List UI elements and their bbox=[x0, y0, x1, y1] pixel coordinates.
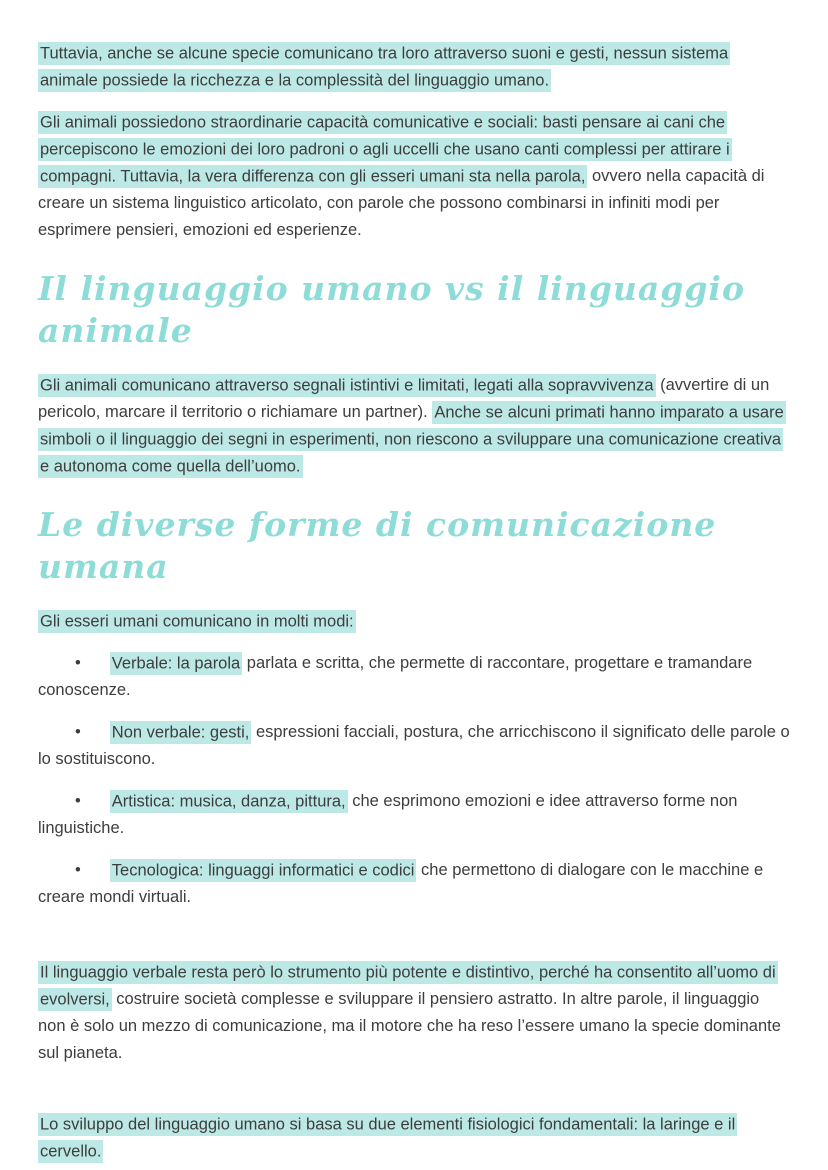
highlighted-text: Lo sviluppo del linguaggio umano si basa su due elementi fisiologici fondamentali: la laringe e il cervello. bbox=[38, 1113, 737, 1163]
body-text: parlata e scritta, che permette di raccontare, progettare e tramandare conoscenze. bbox=[38, 654, 753, 699]
paragraph-verbal-language-power bbox=[38, 959, 790, 1067]
bullet-item-verbale bbox=[38, 650, 790, 704]
highlighted-text: Anche se alcuni primati hanno imparato a usare simboli o il linguaggio dei segni in esperimenti, non riescono a sviluppare una comunicazione creativa e autonoma come quella dell’uomo. bbox=[38, 401, 786, 478]
highlighted-text: Non verbale: gesti, bbox=[110, 721, 252, 744]
highlighted-text: Tuttavia, anche se alcune specie comunicano tra loro attraverso suoni e gesti, nessun sistema animale possiede la ricchezza e la complessità del linguaggio umano. bbox=[38, 42, 730, 92]
bullet-item-non-verbale bbox=[38, 719, 790, 773]
highlighted-text: Tecnologica: linguaggi informatici e codici bbox=[110, 859, 417, 882]
highlighted-text: Gli animali possiedono straordinarie capacità comunicative e sociali: basti pensare ai cani che percepiscono le emozioni dei loro padroni o agli uccelli che usano canti complessi per attirare i compagni. Tuttavia, la vera differenza con gli esseri umani sta nella parola, bbox=[38, 111, 732, 188]
highlighted-text: Gli animali comunicano attraverso segnali istintivi e limitati, legati alla sopravvivenza bbox=[38, 374, 656, 397]
highlighted-text: Il linguaggio verbale resta però lo strumento più potente e distintivo, perché ha consentito all’uomo di evolversi, bbox=[38, 961, 778, 1011]
highlighted-text: Artistica: musica, danza, pittura, bbox=[110, 790, 348, 813]
section-heading-human-vs-animal: Il linguaggio umano vs il linguaggio animale bbox=[38, 269, 745, 350]
highlighted-text: Verbale: la parola bbox=[110, 652, 242, 675]
highlighted-text: Gli esseri umani comunicano in molti modi: bbox=[38, 610, 356, 633]
paragraph-animal-abilities bbox=[38, 109, 790, 244]
bullet-item-artistica bbox=[38, 788, 790, 842]
bullet-marker: • bbox=[75, 861, 81, 879]
section-heading-forms-of-communication: Le diverse forme di comunicazione umana bbox=[38, 505, 717, 586]
body-text: espressioni facciali, postura, che arricchiscono il significato delle parole o lo sostituiscono. bbox=[38, 723, 790, 768]
bullet-marker: • bbox=[75, 723, 81, 741]
bullet-marker: • bbox=[75, 654, 81, 672]
body-text: che permettono di dialogare con le macchine e creare mondi virtuali. bbox=[38, 861, 764, 906]
paragraph-instinctive-signals bbox=[38, 372, 790, 480]
bullet-item-tecnologica bbox=[38, 857, 790, 911]
body-text: (avvertire di un pericolo, marcare il territorio o richiamare un partner). bbox=[38, 376, 770, 421]
paragraph-physiological-elements bbox=[38, 1111, 790, 1165]
paragraph-intro bbox=[38, 40, 790, 94]
paragraph-list-intro bbox=[38, 608, 790, 635]
bullet-marker: • bbox=[75, 792, 81, 810]
body-text: che esprimono emozioni e idee attraverso forme non linguistiche. bbox=[38, 792, 738, 837]
body-text: ovvero nella capacità di creare un sistema linguistico articolato, con parole che possono combinarsi in infiniti modi per esprimere pensieri, emozioni ed esperienze. bbox=[38, 167, 765, 239]
body-text: costruire società complesse e sviluppare il pensiero astratto. In altre parole, il linguaggio non è solo un mezzo di comunicazione, ma il motore che ha reso l’essere umano la specie dominante sul pianeta. bbox=[38, 990, 781, 1062]
